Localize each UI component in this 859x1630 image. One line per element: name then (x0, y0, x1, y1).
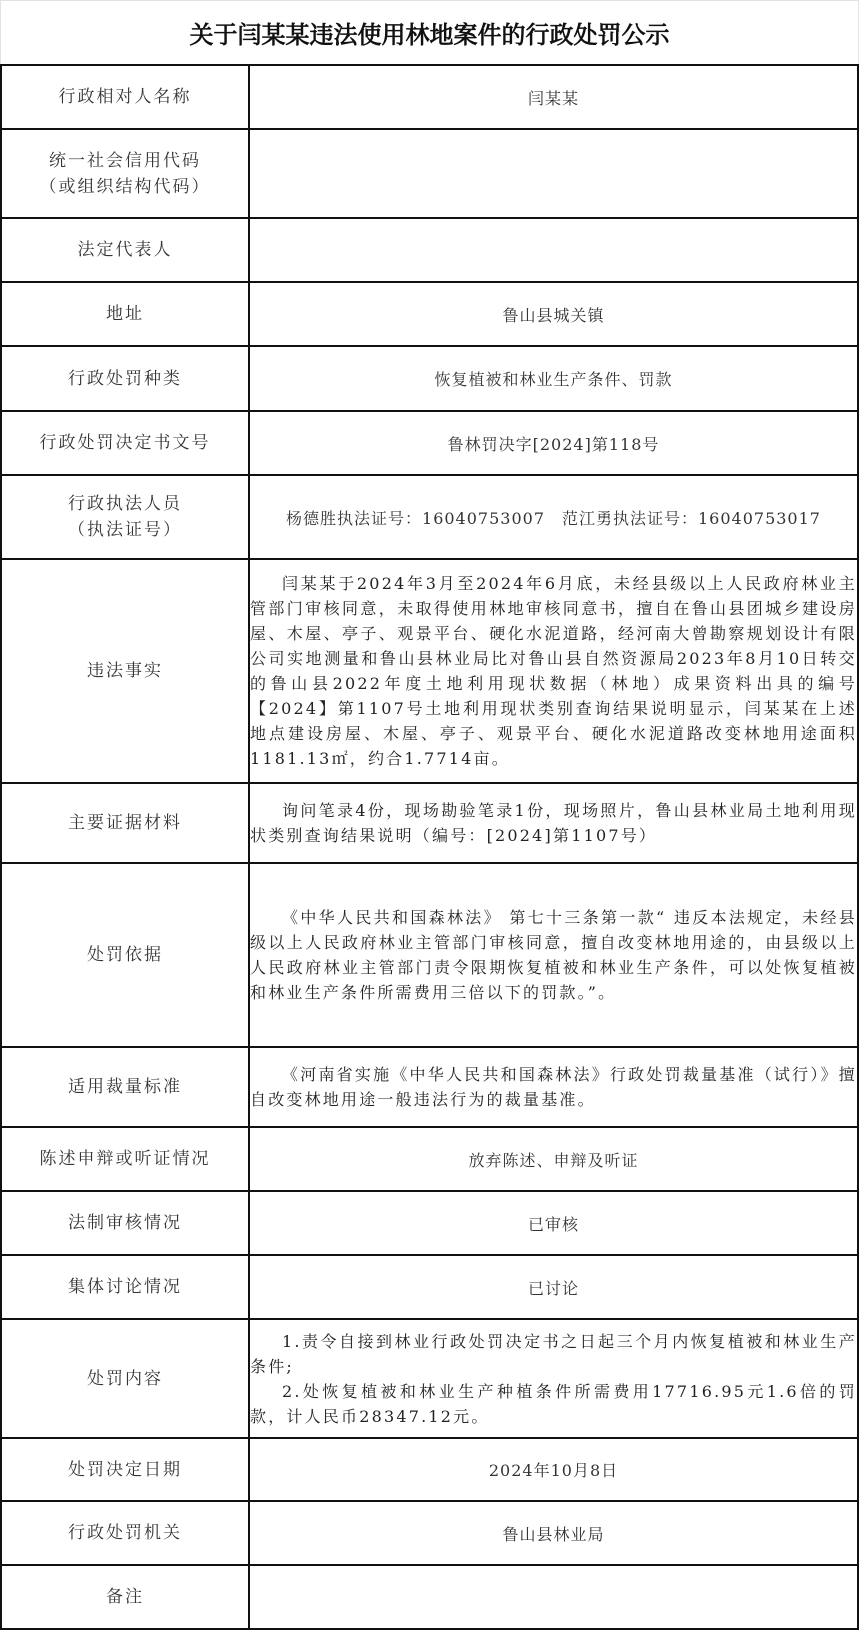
table-row-discretion-standard (1, 1047, 858, 1127)
table-row-party-name (1, 65, 858, 129)
value-group-discussion: 已讨论 (249, 1255, 858, 1319)
table-row-decision-date (1, 1438, 858, 1501)
penalty-notice-table (0, 64, 859, 1630)
value-violation-facts (249, 559, 858, 783)
label-credit-code-line1: 统一社会信用代码 (49, 150, 201, 171)
table-row-legal-review (1, 1191, 858, 1255)
value-legal-rep (249, 218, 858, 282)
label-address: 地址 (1, 282, 249, 346)
table-row-violation-facts (1, 559, 858, 783)
legal-basis-text: 《中华人民共和国森林法》 第七十三条第一款“ 违反本法规定，未经县级以上人民政府林业主管部门审核同意，擅自改变林地用途的，由县级以上人民政府林业主管部门责令限期恢复植被和林业生产条件，可以处恢复植被和林业生产条件所需费用三倍以下的罚款。”。 (250, 908, 857, 1002)
value-legal-review: 已审核 (249, 1191, 858, 1255)
table-row-penalty-content (1, 1319, 858, 1438)
value-penalty-type: 恢复植被和林业生产条件、罚款 (249, 346, 858, 411)
label-officers (1, 475, 249, 559)
violation-facts-text: 闫某某于2024年3月至2024年6月底，未经县级以上人民政府林业主管部门审核同意，未取得使用林地审核同意书，擅自在鲁山县团城乡建设房屋、木屋、亭子、观景平台、硬化水泥道路，经河南大曾勘察规划设计有限公司实地测量和鲁山县林业局比对鲁山县自然资源局2023年8月10日转交的鲁山县2022年度土地利用现状数据（林地）成果资料出具的编号【2024】第1107号土地利用现状类别查询结果说明显示，闫某某在上述地点建设房屋、木屋、亭子、观景平台、硬化水泥道路改变林地用途面积1181.13㎡，约合1.7714亩。 (250, 574, 857, 768)
value-officers: 杨德胜执法证号：16040753007 范江勇执法证号：16040753017 (249, 475, 858, 559)
label-violation-facts: 违法事实 (1, 559, 249, 783)
table-row-credit-code (1, 129, 858, 218)
value-party-name: 闫某某 (249, 65, 858, 129)
discretion-standard-text: 《河南省实施《中华人民共和国森林法》行政处罚裁量基准（试行）》擅自改变林地用途一般违法行为的裁量基准。 (250, 1065, 857, 1109)
label-decision-date: 处罚决定日期 (1, 1438, 249, 1501)
table-row-hearing (1, 1127, 858, 1191)
label-remarks: 备注 (1, 1565, 249, 1629)
value-decision-date: 2024年10月8日 (249, 1438, 858, 1501)
label-credit-code (1, 129, 249, 218)
table-row-legal-basis (1, 863, 858, 1047)
title-box (0, 0, 859, 64)
label-decision-number: 行政处罚决定书文号 (1, 411, 249, 475)
penalty-content-item-1: 1.责令自接到林业行政处罚决定书之日起三个月内恢复植被和林业生产条件; (250, 1331, 857, 1376)
label-penalty-type: 行政处罚种类 (1, 346, 249, 411)
table-row-legal-rep (1, 218, 858, 282)
table-row-decision-number (1, 411, 858, 475)
value-discretion-standard (249, 1047, 858, 1127)
value-penalty-content (249, 1319, 858, 1438)
label-legal-basis: 处罚依据 (1, 863, 249, 1047)
label-legal-review: 法制审核情况 (1, 1191, 249, 1255)
label-group-discussion: 集体讨论情况 (1, 1255, 249, 1319)
table-row-officers (1, 475, 858, 559)
table-row-remarks (1, 1565, 858, 1629)
value-evidence (249, 783, 858, 863)
label-officers-line2: （执法证号） (68, 520, 182, 540)
value-address: 鲁山县城关镇 (249, 282, 858, 346)
table-row-evidence (1, 783, 858, 863)
evidence-text: 询问笔录4份，现场勘验笔录1份，现场照片，鲁山县林业局土地利用现状类别查询结果说明（编号：[2024]第1107号） (250, 801, 857, 845)
value-authority: 鲁山县林业局 (249, 1501, 858, 1565)
label-penalty-content: 处罚内容 (1, 1319, 249, 1438)
value-remarks (249, 1565, 858, 1629)
table-row-address (1, 282, 858, 346)
page-title: 关于闫某某违法使用林地案件的行政处罚公示 (189, 20, 670, 49)
label-evidence: 主要证据材料 (1, 783, 249, 863)
label-officers-line1: 行政执法人员 (68, 494, 182, 514)
table-row-penalty-type (1, 346, 858, 411)
label-party-name: 行政相对人名称 (1, 65, 249, 129)
table-row-authority (1, 1501, 858, 1565)
value-hearing: 放弃陈述、申辩及听证 (249, 1127, 858, 1191)
label-hearing: 陈述申辩或听证情况 (1, 1127, 249, 1191)
label-authority: 行政处罚机关 (1, 1501, 249, 1565)
label-legal-rep: 法定代表人 (1, 218, 249, 282)
penalty-content-item-2: 2.处恢复植被和林业生产种植条件所需费用17716.95元1.6倍的罚款，计人民币28347.12元。 (250, 1381, 857, 1426)
value-decision-number: 鲁林罚决字[2024]第118号 (249, 411, 858, 475)
table-row-group-discussion (1, 1255, 858, 1319)
label-credit-code-line2: （或组织结构代码） (39, 176, 211, 197)
value-legal-basis (249, 863, 858, 1047)
value-credit-code (249, 129, 858, 218)
label-discretion-standard: 适用裁量标准 (1, 1047, 249, 1127)
